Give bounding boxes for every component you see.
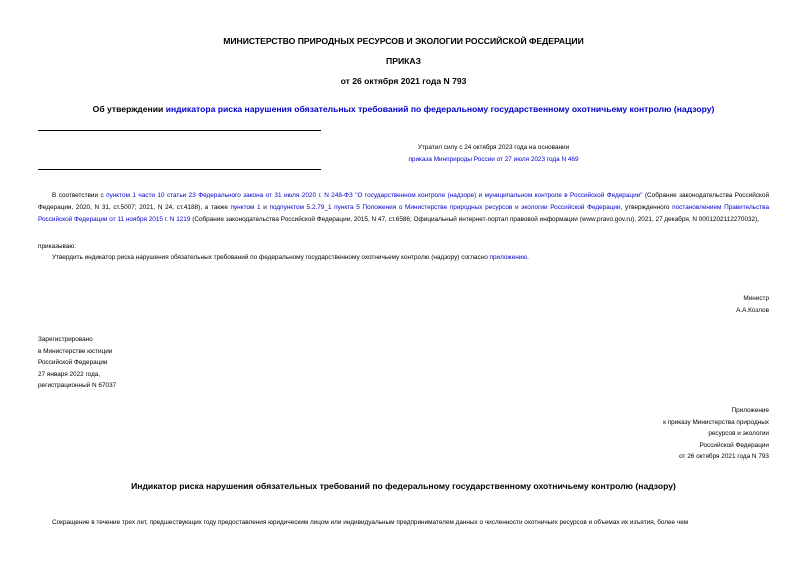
postanovlenie-link[interactable]: постановлением Правительства Российской Федерации от 11 ноября 2015 г. N 1219 [38, 203, 769, 223]
registration-line: в Министерстве юстиции [38, 347, 113, 355]
preamble-text: и [260, 203, 270, 211]
appendix-header-line: Российской Федерации [699, 441, 769, 449]
registration-line: регистрационный N 67037 [38, 382, 117, 389]
appendix-header-block [663, 405, 769, 463]
punkt-1-link[interactable]: пунктом 1 [230, 203, 261, 211]
ministry-heading: МИНИСТЕРСТВО ПРИРОДНЫХ РЕСУРСОВ И ЭКОЛОГИИ РОССИЙСКОЙ ФЕДЕРАЦИИ [223, 36, 584, 46]
approve-paragraph [52, 252, 529, 264]
signature-position: Министр [743, 295, 769, 302]
signature-name: А.А.Козлов [736, 306, 769, 314]
revocation-line: Утратил силу с 24 октября 2023 года на основании [417, 144, 570, 151]
polozhenie-link[interactable]: подпунктом 5.2.79_1 пункта 5 Положения о Министерстве природных ресурсов и экологии Российской Федерации [269, 203, 621, 211]
title-prefix: Об утверждении [92, 104, 164, 114]
appendix-header-line: к приказу Министерства природных [663, 418, 769, 426]
document-title [0, 104, 807, 114]
document-type: ПРИКАЗ [386, 56, 421, 66]
preamble-text: (Собрание законодательства Российской Федерации, 2015, N 47, ст.6586; Официальный интернет-портал правовой информации (www.pravo.gov.ru), 2021, 27 декабря, N 0001202112270032), [190, 215, 760, 223]
preamble-paragraph [38, 190, 769, 225]
separator-bottom [38, 169, 321, 170]
registration-block [38, 334, 116, 392]
appendix-header-line: от 26 октября 2021 года N 793 [679, 453, 769, 460]
preamble-text: , утвержденного [620, 203, 673, 211]
separator-top [38, 130, 321, 131]
registration-line: Зарегистрировано [38, 336, 93, 343]
appendix-link[interactable]: приложению [489, 254, 528, 261]
revocation-note [0, 142, 807, 165]
approve-text: . [527, 254, 529, 261]
signature-block [736, 293, 769, 316]
prikazyvayu-text: приказываю: [38, 243, 76, 250]
appendix-header-line: ресурсов и экологии [708, 430, 769, 437]
preamble-text: В соответствии с [52, 192, 107, 199]
registration-line: Российской Федерации [38, 359, 108, 366]
preamble-text: (Собрание законодательства Российской Федерации, 2020, N 31, ст.5007; 2021, N 24, ст.4188), а также [38, 192, 770, 211]
law-248-link[interactable]: пунктом 1 части 10 статьи 23 Федерального закона от 31 июля 2020 г. N 248-ФЗ "О государственном контроле (надзоре) и муниципальном контроле в Российской Федерации" [106, 192, 643, 199]
title-link[interactable]: индикатора риска нарушения обязательных требований по федеральному государственному охотничьему контролю (надзору) [165, 104, 715, 114]
indicator-title: Индикатор риска нарушения обязательных требований по федеральному государственному охотничьему контролю (надзору) [131, 481, 676, 491]
revocation-link[interactable]: приказа Минприроды России от 27 июля 2023 года N 469 [408, 155, 579, 163]
indicator-text: Сокращение в течение трех лет, предшествующих году предоставления юридическим лицом или индивидуальным предпринимателем данных о численности охотничьих ресурсов и объемах их изъятия, более чем [52, 519, 689, 526]
approve-text: Утвердить индикатор риска нарушения обязательных требований по федеральному государственному охотничьему контролю (надзору) согласно [52, 254, 490, 261]
registration-line: 27 января 2022 года, [38, 370, 101, 378]
appendix-header-line: Приложение [731, 407, 769, 414]
document-date-number: от 26 октября 2021 года N 793 [340, 76, 467, 86]
